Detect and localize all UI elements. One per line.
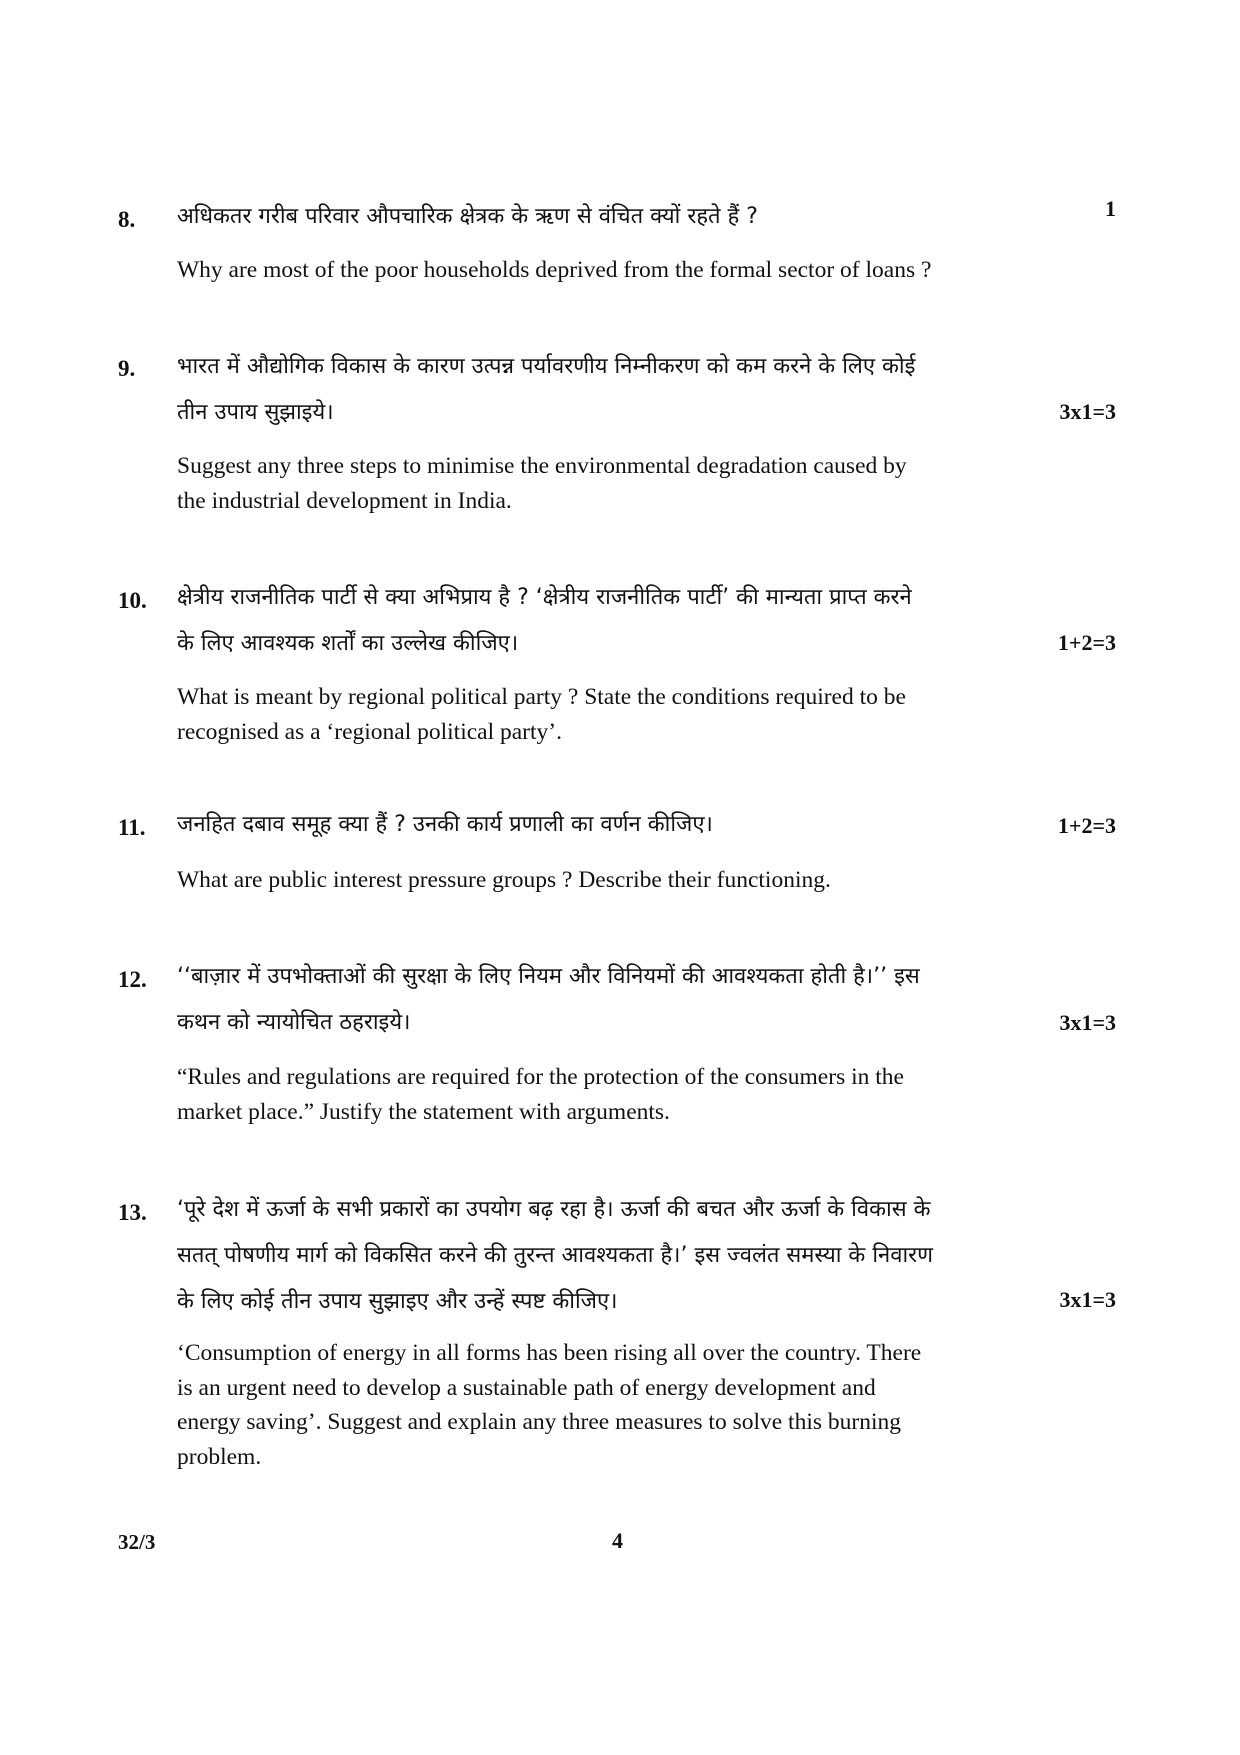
question-text-english — [177, 253, 1067, 288]
hindi-line: भारत में औद्योगिक विकास के कारण उत्पन्न पर्यावरणीय निम्नीकरण को कम करने के लिए कोई — [177, 354, 916, 379]
question-text-english — [177, 449, 1067, 518]
english-line: “Rules and regulations are required for the protection of the consumers in the — [177, 1064, 904, 1090]
hindi-line: के लिए आवश्यक शर्तों का उल्लेख कीजिए। — [177, 631, 519, 656]
question-text-hindi — [177, 194, 1067, 240]
hindi-line: ‘‘बाज़ार में उपभोक्ताओं की सुरक्षा के लिए नियम और विनियमों की आवश्यकता होती है।’’ इस — [177, 964, 920, 989]
english-line: What are public interest pressure groups ? Describe their functioning. — [177, 867, 831, 893]
question-marks: 3x1=3 — [1059, 399, 1116, 424]
hindi-line: तीन उपाय सुझाइये। — [177, 400, 334, 425]
english-line: is an urgent need to develop a sustainable path of energy development and — [177, 1374, 876, 1401]
english-line: market place.” Justify the statement with arguments. — [177, 1098, 670, 1125]
english-line: ‘Consumption of energy in all forms has been rising all over the country. There — [177, 1340, 922, 1366]
english-line: Why are most of the poor households deprived from the formal sector of loans ? — [177, 257, 932, 283]
hindi-line: सतत् पोषणीय मार्ग को विकसित करने की तुरन्त आवश्यकता है।’ इस ज्वलंत समस्या के निवारण — [177, 1243, 934, 1268]
question-number: 13. — [118, 1200, 147, 1225]
question-number: 9. — [118, 356, 136, 381]
english-line: energy saving’. Suggest and explain any three measures to solve this burning — [177, 1409, 901, 1435]
question-number: 10. — [118, 588, 147, 613]
question-text-hindi — [177, 344, 1067, 436]
question-text-english — [177, 1060, 1067, 1129]
question-number: 11. — [118, 815, 146, 840]
question-marks: 3x1=3 — [1059, 1287, 1116, 1312]
page-number: 4 — [612, 1528, 623, 1553]
hindi-line: के लिए कोई तीन उपाय सुझाइए और उन्हें स्पष्ट कीजिए। — [177, 1289, 618, 1314]
hindi-line: क्षेत्रीय राजनीतिक पार्टी से क्या अभिप्राय है ? ‘क्षेत्रीय राजनीतिक पार्टी’ की मान्यता प्राप्त करने — [177, 585, 912, 610]
question-marks: 1+2=3 — [1057, 813, 1116, 838]
question-text-english — [177, 1336, 1067, 1474]
question-text-hindi — [177, 1187, 1067, 1325]
english-line: recognised as a ‘regional political party’. — [177, 718, 562, 745]
english-line: problem. — [177, 1443, 262, 1470]
question-number: 8. — [118, 207, 136, 232]
question-text-english — [177, 680, 1067, 749]
question-text-hindi — [177, 954, 1067, 1046]
english-line: What is meant by regional political party ? State the conditions required to be — [177, 684, 906, 710]
english-line: the industrial development in India. — [177, 487, 512, 514]
question-marks: 1+2=3 — [1057, 630, 1116, 655]
paper-code: 32/3 — [118, 1530, 156, 1554]
question-text-hindi — [177, 575, 1067, 667]
question-marks: 3x1=3 — [1059, 1010, 1116, 1035]
question-marks: 1 — [1105, 196, 1116, 221]
hindi-line: ‘पूरे देश में ऊर्जा के सभी प्रकारों का उपयोग बढ़ रहा है। ऊर्जा की बचत और ऊर्जा के विकास के — [177, 1197, 931, 1222]
question-number: 12. — [118, 967, 147, 992]
hindi-line: अधिकतर गरीब परिवार औपचारिक क्षेत्रक के ऋण से वंचित क्यों रहते हैं ? — [177, 204, 758, 229]
english-line: Suggest any three steps to minimise the environmental degradation caused by — [177, 453, 907, 479]
hindi-line: जनहित दबाव समूह क्या हैं ? उनकी कार्य प्रणाली का वर्णन कीजिए। — [177, 812, 713, 837]
question-text-hindi — [177, 802, 1067, 848]
hindi-line: कथन को न्यायोचित ठहराइये। — [177, 1010, 411, 1035]
question-text-english — [177, 863, 1067, 898]
